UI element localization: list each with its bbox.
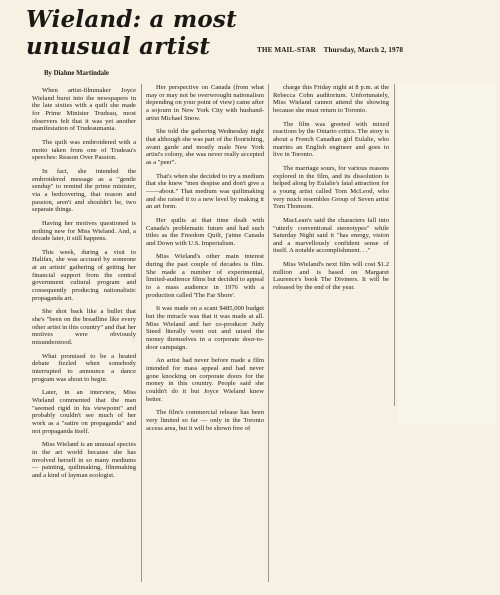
article-column-2 xyxy=(146,84,264,438)
article-column-1 xyxy=(32,87,136,486)
paragraph: The quilt was embroidered with a motto taken from one of Trudeau's speeches: Reason Over Passion. xyxy=(32,138,136,162)
article-column-3 xyxy=(273,84,389,298)
publication-name: THE MAIL-STAR xyxy=(257,46,316,54)
paragraph: The film was greeted with mixed reactions by the Ontario critics. The story is about a French Canadian girl Eulalie, who marries an English engineer and goes to live in Toronto. xyxy=(273,120,389,159)
paragraph: Later, in an interview, Miss Wieland commented that the man "seemed rigid in his viewpoint" and probably couldn't see much of her work as a "satire on propaganda" and not propaganda itself. xyxy=(32,389,136,435)
masthead xyxy=(257,46,403,54)
column-divider xyxy=(394,84,395,406)
paragraph: It was made on a scant $485,000 budget but the miracle was that it was made at all. Miss Wieland and her co-producer Judy Steed literally went out and raised the money themselves in a corporate door-to-door campaign. xyxy=(146,305,264,351)
headline: Wieland: a most unusual artist xyxy=(26,6,237,60)
adjacent-blank-area xyxy=(398,84,496,424)
paragraph: Her perspective on Canada (from what may or may not be overwrought nationalism depending on your point of view) came after a sojourn in New York City with husband-artist Michael Snow. xyxy=(146,84,264,122)
paragraph: This week, during a visit to Halifax, she was accused by someone at an artists' gathering of getting her financial support from the central government cultural program and consequently producing nationalistic propaganda art. xyxy=(32,248,136,302)
paragraph: Her quilts at that time dealt with Canada's problematic future and had such titles as the Freedom Quilt, j'aime Canada and Down with U.S. Imperialism. xyxy=(146,216,264,247)
paragraph: When artist-filmmaker Joyce Wieland burst into the newspapers in the late sixties with a quilt she made for Prime Minister Trudeau, most observers felt that it was yet another manifestation of Trudeaumania. xyxy=(32,87,136,133)
publication-date: Thursday, March 2, 1978 xyxy=(323,46,404,54)
column-divider xyxy=(141,84,142,582)
byline: By Diahne Martindale xyxy=(44,70,109,77)
paragraph: An artist had never before made a film intended for mass appeal and had never gone knocking on corporate doors for the money in this country. People said she couldn't do it but Joyce Wieland knew better. xyxy=(146,357,264,403)
paragraph: She shot back like a bullet that she's "been on the breadline like every other artist in this country" and that her motives were obviously misunderstood. xyxy=(32,308,136,347)
paragraph: What promised to be a heated debate fizzled when somebody interrupted to announce a dance program was about to begin. xyxy=(32,352,136,383)
paragraph: That's when she decided to try a medium that she knew "men despise and don't give a ——about." That medium was quiltmaking and she raised it to a new level by making it an art form. xyxy=(146,172,264,211)
paragraph: Miss Wieland's next film will cost $1.2 million and is based on Margaret Laurence's book The Diviners. It will be released by the end of the year. xyxy=(273,261,389,292)
paragraph: In fact, she intended the embroidered message as a "gentle sendup" to remind the prime minister, via a bedcovering, that reason and passion, aren't and shouldn't be, two separate things. xyxy=(32,167,136,214)
paragraph: The marriage sours, for various reasons explored in the film, and its dissolution is helped along by Eulalie's fatal attraction for a young artist called Tom McLeod, who very much resembles Group of Seven artist Tom Thomson. xyxy=(273,164,389,211)
paragraph: Miss Wieland's other main interest during the past couple of decades is film. She made a number of experimental, limited-audience films but decided to appeal to a mass audience in 1976 with a production called 'The Far Shore'. xyxy=(146,253,264,299)
paragraph: Having her motives questioned is nothing new for Miss Wieland. And, a decade later, it still happens. xyxy=(32,219,136,243)
paragraph: MacLean's said the characters fall into "utterly conventional stereotypes" while Saturday Night said it "has energy, vision and a marvellously confident sense of itself. A notable accomplishment. . ." xyxy=(273,216,389,255)
paragraph: The film's commercial release has been very limited so far — only in the Toronto access area, but it will be shown free of xyxy=(146,409,264,432)
paragraph: charge this Friday night at 8 p.m. at the Rebecca Cohn auditorium. Unfortunately, Miss Wieland cannot attend the showing because she must return to Toronto. xyxy=(273,84,389,114)
column-divider xyxy=(268,84,269,582)
paragraph: Miss Wieland is an unusual species in the art world because she has involved herself in so many mediums — painting, quiltmaking, filmmaking and a kind of layman ecologist. xyxy=(32,441,136,479)
paragraph: She told the gathering Wednesday night that although she was part of the flourishing, avant garde and mostly male New York artist's colony, she was never really accepted as a "peer". xyxy=(146,128,264,166)
